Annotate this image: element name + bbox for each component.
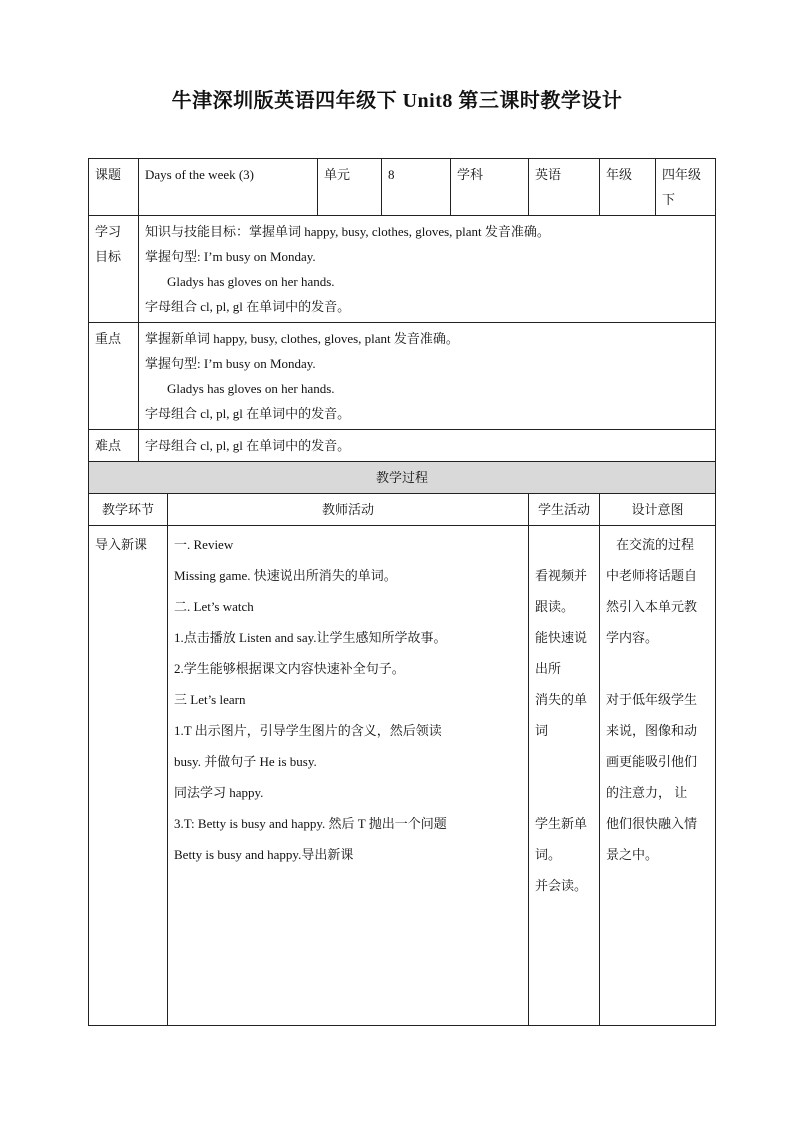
design-line: 然引入本单元教 <box>606 599 698 614</box>
key-points-line: Gladys has gloves on her hands. <box>167 381 335 396</box>
teacher-line: Betty is busy and happy.导出新课 <box>174 847 354 862</box>
student-line <box>535 746 593 777</box>
student-line <box>535 529 593 560</box>
teacher-line: 一. Review <box>174 537 234 552</box>
process-content-row <box>89 526 716 1026</box>
design-line: 中老师将话题自 <box>606 568 698 583</box>
unit-label: 单元 <box>318 159 382 216</box>
col-student-header: 学生活动 <box>529 494 600 526</box>
teacher-line: busy. 并做句子 He is busy. <box>174 754 317 769</box>
teacher-line: 2.学生能够根据课文内容快速补全句子。 <box>174 661 405 676</box>
lesson-plan-table <box>88 158 716 1026</box>
student-activity-cell <box>529 526 600 1026</box>
objectives-line: 字母组合 cl, pl, gl 在单词中的发音。 <box>145 299 351 314</box>
design-line: 来说，图像和动 <box>606 723 698 738</box>
teacher-activity-cell <box>168 526 529 1026</box>
teacher-line: 1.点击播放 Listen and say.让学生感知所学故事。 <box>174 630 447 645</box>
teacher-line: 三 Let’s learn <box>174 692 246 707</box>
difficulties-row <box>89 430 716 462</box>
discipline-label: 学科 <box>451 159 529 216</box>
col-stage-header: 教学环节 <box>89 494 168 526</box>
teacher-line: 同法学习 happy. <box>174 785 264 800</box>
teacher-line: 二. Let’s watch <box>174 599 254 614</box>
key-points-line: 掌握新单词 happy, busy, clothes, gloves, plant 发音准确。 <box>145 331 459 346</box>
teacher-line: 3.T: Betty is busy and happy. 然后 T 抛出一个问题 <box>174 816 447 831</box>
objectives-label <box>89 216 139 323</box>
grade-value: 四年级下 <box>656 159 716 216</box>
design-intent-cell <box>600 526 716 1026</box>
grade-label: 年级 <box>600 159 656 216</box>
key-points-content <box>139 323 716 430</box>
student-line: 并会读。 <box>535 878 588 893</box>
design-line: 他们很快融入情 <box>606 816 698 831</box>
process-section-title: 教学过程 <box>89 462 716 494</box>
difficulties-label: 难点 <box>89 430 139 462</box>
subject-value: Days of the week (3) <box>139 159 318 216</box>
objectives-label-line2: 目标 <box>95 249 122 264</box>
objectives-label-line1: 学习 <box>95 224 122 239</box>
objectives-row <box>89 216 716 323</box>
objectives-line: 知识与技能目标：掌握单词 happy, busy, clothes, gloves, plant 发音准确。 <box>145 224 550 239</box>
process-section-row <box>89 462 716 494</box>
design-line: 景之中。 <box>606 847 659 862</box>
teacher-line: 1.T 出示图片，引导学生图片的含义，然后领读 <box>174 723 442 738</box>
design-line: 的注意力， 让 <box>606 785 688 800</box>
unit-value: 8 <box>382 159 451 216</box>
student-line: 看视频并跟读。 <box>535 568 588 614</box>
design-line <box>606 653 709 684</box>
process-header-row <box>89 494 716 526</box>
key-points-row <box>89 323 716 430</box>
student-line: 消失的单词 <box>535 692 588 738</box>
objectives-line: Gladys has gloves on her hands. <box>167 274 335 289</box>
objectives-content <box>139 216 716 323</box>
stage-cell: 导入新课 <box>89 526 168 1026</box>
student-line: 能快速说出所 <box>535 630 588 676</box>
key-points-line: 字母组合 cl, pl, gl 在单词中的发音。 <box>145 406 351 421</box>
student-line: 学生新单词。 <box>535 816 588 862</box>
design-line: 画更能吸引他们 <box>606 754 698 769</box>
design-line: 学内容。 <box>606 630 659 645</box>
design-line: 对于低年级学生 <box>606 692 698 707</box>
document-title: 牛津深圳版英语四年级下 Unit8 第三课时教学设计 <box>171 90 623 112</box>
discipline-value: 英语 <box>529 159 600 216</box>
difficulties-content: 字母组合 cl, pl, gl 在单词中的发音。 <box>139 430 716 462</box>
student-line <box>535 777 593 808</box>
teacher-line: Missing game. 快速说出所消失的单词。 <box>174 568 397 583</box>
col-teacher-header: 教师活动 <box>168 494 529 526</box>
col-design-header: 设计意图 <box>600 494 716 526</box>
objectives-line: 掌握句型: I’m busy on Monday. <box>145 249 316 264</box>
key-points-line: 掌握句型: I’m busy on Monday. <box>145 356 316 371</box>
key-points-label: 重点 <box>89 323 139 430</box>
design-line: 在交流的过程 <box>616 537 695 552</box>
subject-label: 课题 <box>89 159 139 216</box>
header-row <box>89 159 716 216</box>
